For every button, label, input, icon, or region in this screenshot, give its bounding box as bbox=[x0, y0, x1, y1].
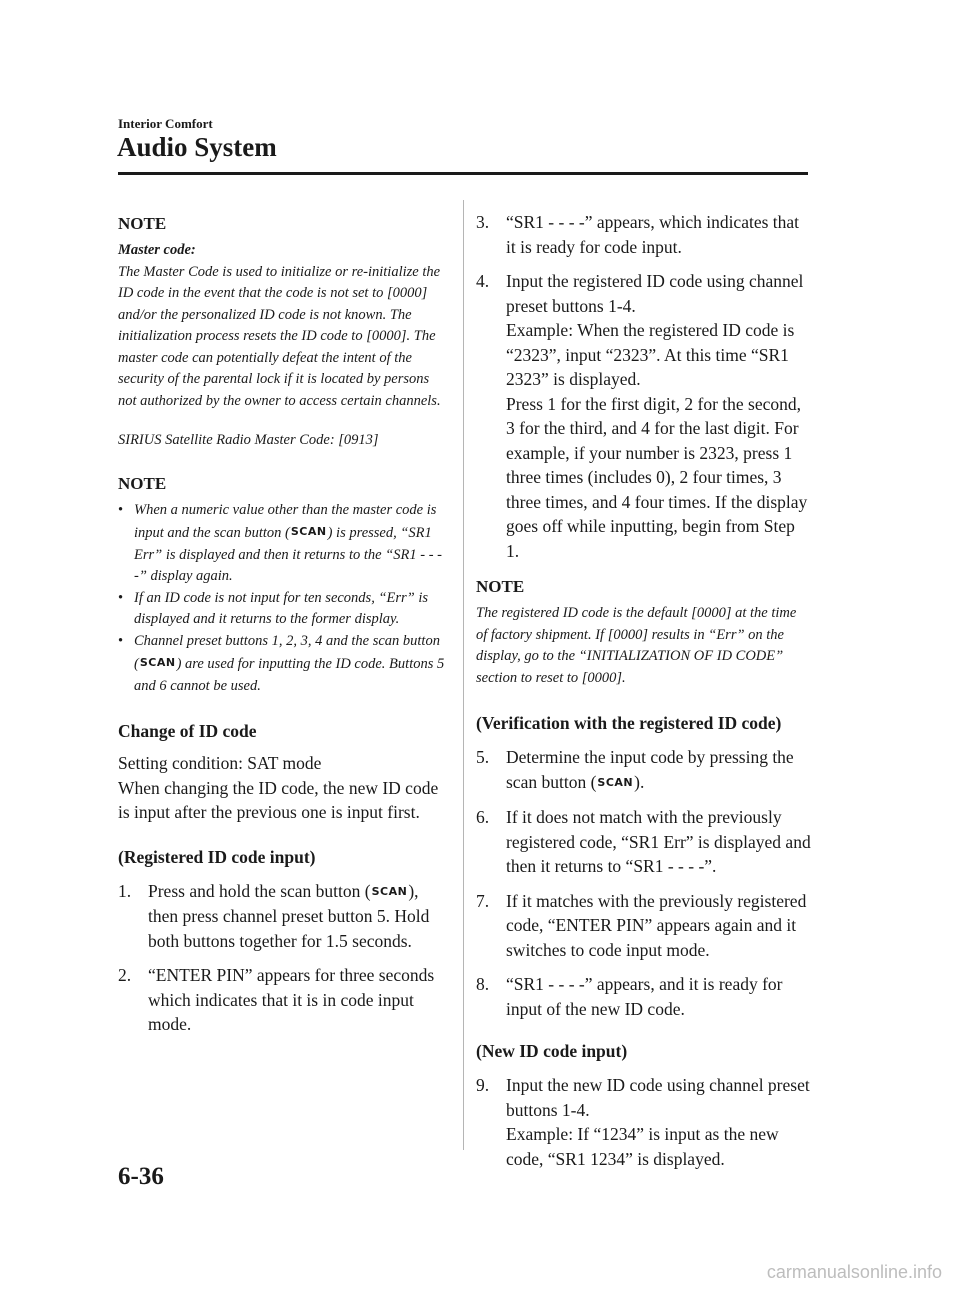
note-label: NOTE bbox=[476, 577, 525, 596]
note-label: NOTE bbox=[118, 473, 167, 493]
step-text: Example: When the registered ID code is “2323”, input “2323”. At this time “SR1 2323” is displayed. bbox=[506, 320, 795, 389]
scan-icon: SCAN bbox=[139, 656, 176, 669]
step-number: 6. bbox=[476, 807, 490, 827]
step-6 bbox=[476, 805, 811, 879]
step-text: If it matches with the previously registered code, “ENTER PIN” appears again and it switches to code input mode. bbox=[506, 890, 807, 960]
step-number: 3. bbox=[476, 212, 490, 232]
step-3 bbox=[476, 210, 811, 259]
step-5 bbox=[476, 745, 811, 795]
note-bullet-text: When a numeric value other than the master code is input and the scan button ( bbox=[134, 501, 437, 541]
setting-condition: Setting condition: SAT mode bbox=[118, 753, 322, 773]
column-divider bbox=[463, 200, 464, 1150]
note-title: Master code: bbox=[118, 242, 196, 258]
step-number: 7. bbox=[476, 890, 490, 911]
step-2 bbox=[118, 963, 448, 1037]
master-code-text: SIRIUS Satellite Radio Master Code: [0913] bbox=[118, 432, 379, 448]
note-bullet bbox=[118, 588, 448, 631]
step-text: Press 1 for the first digit, 2 for the second, 3 for the third, and 4 for the last digit. For example, if your number is 2323, press 1 three times (includes 0), 2 four times, 3 three times, and 4 four times. If the display goes off while inputting, begin from Step 1. bbox=[506, 393, 808, 561]
section-heading: Change of ID code bbox=[118, 721, 257, 741]
step-number: 2. bbox=[118, 965, 132, 985]
note-bullet-text: ) are used for inputting the ID code. Buttons 5 and 6 cannot be used. bbox=[134, 656, 445, 694]
step-number: 8. bbox=[476, 974, 490, 994]
header-rule bbox=[118, 172, 808, 175]
left-column bbox=[118, 210, 448, 1037]
note-bullet bbox=[118, 631, 448, 698]
note-label: NOTE bbox=[118, 214, 167, 233]
note-bullet-text: If an ID code is not input for ten seconds, “Err” is displayed and it returns to the former display. bbox=[134, 589, 429, 627]
step-text: Input the new ID code using channel preset buttons 1-4. bbox=[506, 1075, 810, 1120]
note-bullet bbox=[118, 500, 448, 588]
step-number: 1. bbox=[118, 880, 132, 901]
watermark: carmanualsonline.info bbox=[766, 1262, 942, 1282]
subsection-heading: (Registered ID code input) bbox=[118, 846, 316, 867]
step-text: ), then press channel preset button 5. Hold both buttons together for 1.5 seconds. bbox=[148, 880, 430, 951]
step-text: Example: If “1234” is input as the new code, “SR1 1234” is displayed. bbox=[506, 1124, 779, 1169]
step-number: 4. bbox=[476, 271, 490, 291]
subsection-heading: (New ID code input) bbox=[476, 1041, 628, 1061]
note-bullet-text: Channel preset buttons 1, 2, 3, 4 and the scan button ( bbox=[134, 632, 440, 672]
step-text: Input the registered ID code using channel preset buttons 1-4. bbox=[506, 271, 804, 316]
scan-icon: SCAN bbox=[371, 884, 408, 898]
section-label: Interior Comfort bbox=[118, 116, 213, 131]
note-bullet-list bbox=[118, 500, 448, 698]
step-9 bbox=[476, 1073, 811, 1171]
step-text: Press and hold the scan button ( bbox=[148, 880, 371, 901]
note-body: The Master Code is used to initialize or re-initialize the ID code in the event that the code is not set to [0000] and/or the personalized ID code is not known. The initialization process resets the ID code to [0000]. The master code can potentially defeat the intent of the security of the parental lock if it is located by persons not authorized by the owner to access certain channels. bbox=[118, 263, 441, 409]
step-text: “ENTER PIN” appears for three seconds which indicates that it is in code input mode. bbox=[148, 965, 435, 1034]
scan-icon: SCAN bbox=[597, 775, 634, 789]
right-column bbox=[476, 210, 811, 1171]
subsection-heading: (Verification with the registered ID code) bbox=[476, 713, 782, 733]
page-title: Audio System bbox=[117, 132, 277, 162]
step-number: 5. bbox=[476, 747, 490, 767]
note-bullet-text: ) is pressed, “SR1 Err” is displayed and then it returns to the “SR1 - - - -” display again. bbox=[134, 525, 442, 584]
step-text: ). bbox=[634, 771, 645, 792]
step-text: “SR1 - - - -” appears, which indicates that it is ready for code input. bbox=[506, 212, 800, 257]
spacer bbox=[118, 412, 448, 430]
step-text: If it does not match with the previously registered code, “SR1 Err” is displayed and then it returns to “SR1 - - - -”. bbox=[506, 807, 811, 876]
page-number: 6-36 bbox=[118, 1163, 164, 1190]
step-text: “SR1 - - - -” appears, and it is ready for input of the new ID code. bbox=[506, 974, 783, 1019]
scan-icon: SCAN bbox=[290, 525, 327, 538]
step-4 bbox=[476, 269, 811, 563]
step-1 bbox=[118, 879, 448, 954]
step-8 bbox=[476, 972, 811, 1021]
step-number: 9. bbox=[476, 1075, 490, 1095]
step-text: Determine the input code by pressing the scan button ( bbox=[506, 747, 794, 792]
step-7 bbox=[476, 889, 811, 963]
paragraph: When changing the ID code, the new ID code is input after the previous one is input first. bbox=[118, 777, 439, 822]
note-body: The registered ID code is the default [0000] at the time of factory shipment. If [0000] results in “Err” on the display, go to the “INITIALIZATION OF ID CODE” section to reset to [0000]. bbox=[476, 605, 797, 686]
